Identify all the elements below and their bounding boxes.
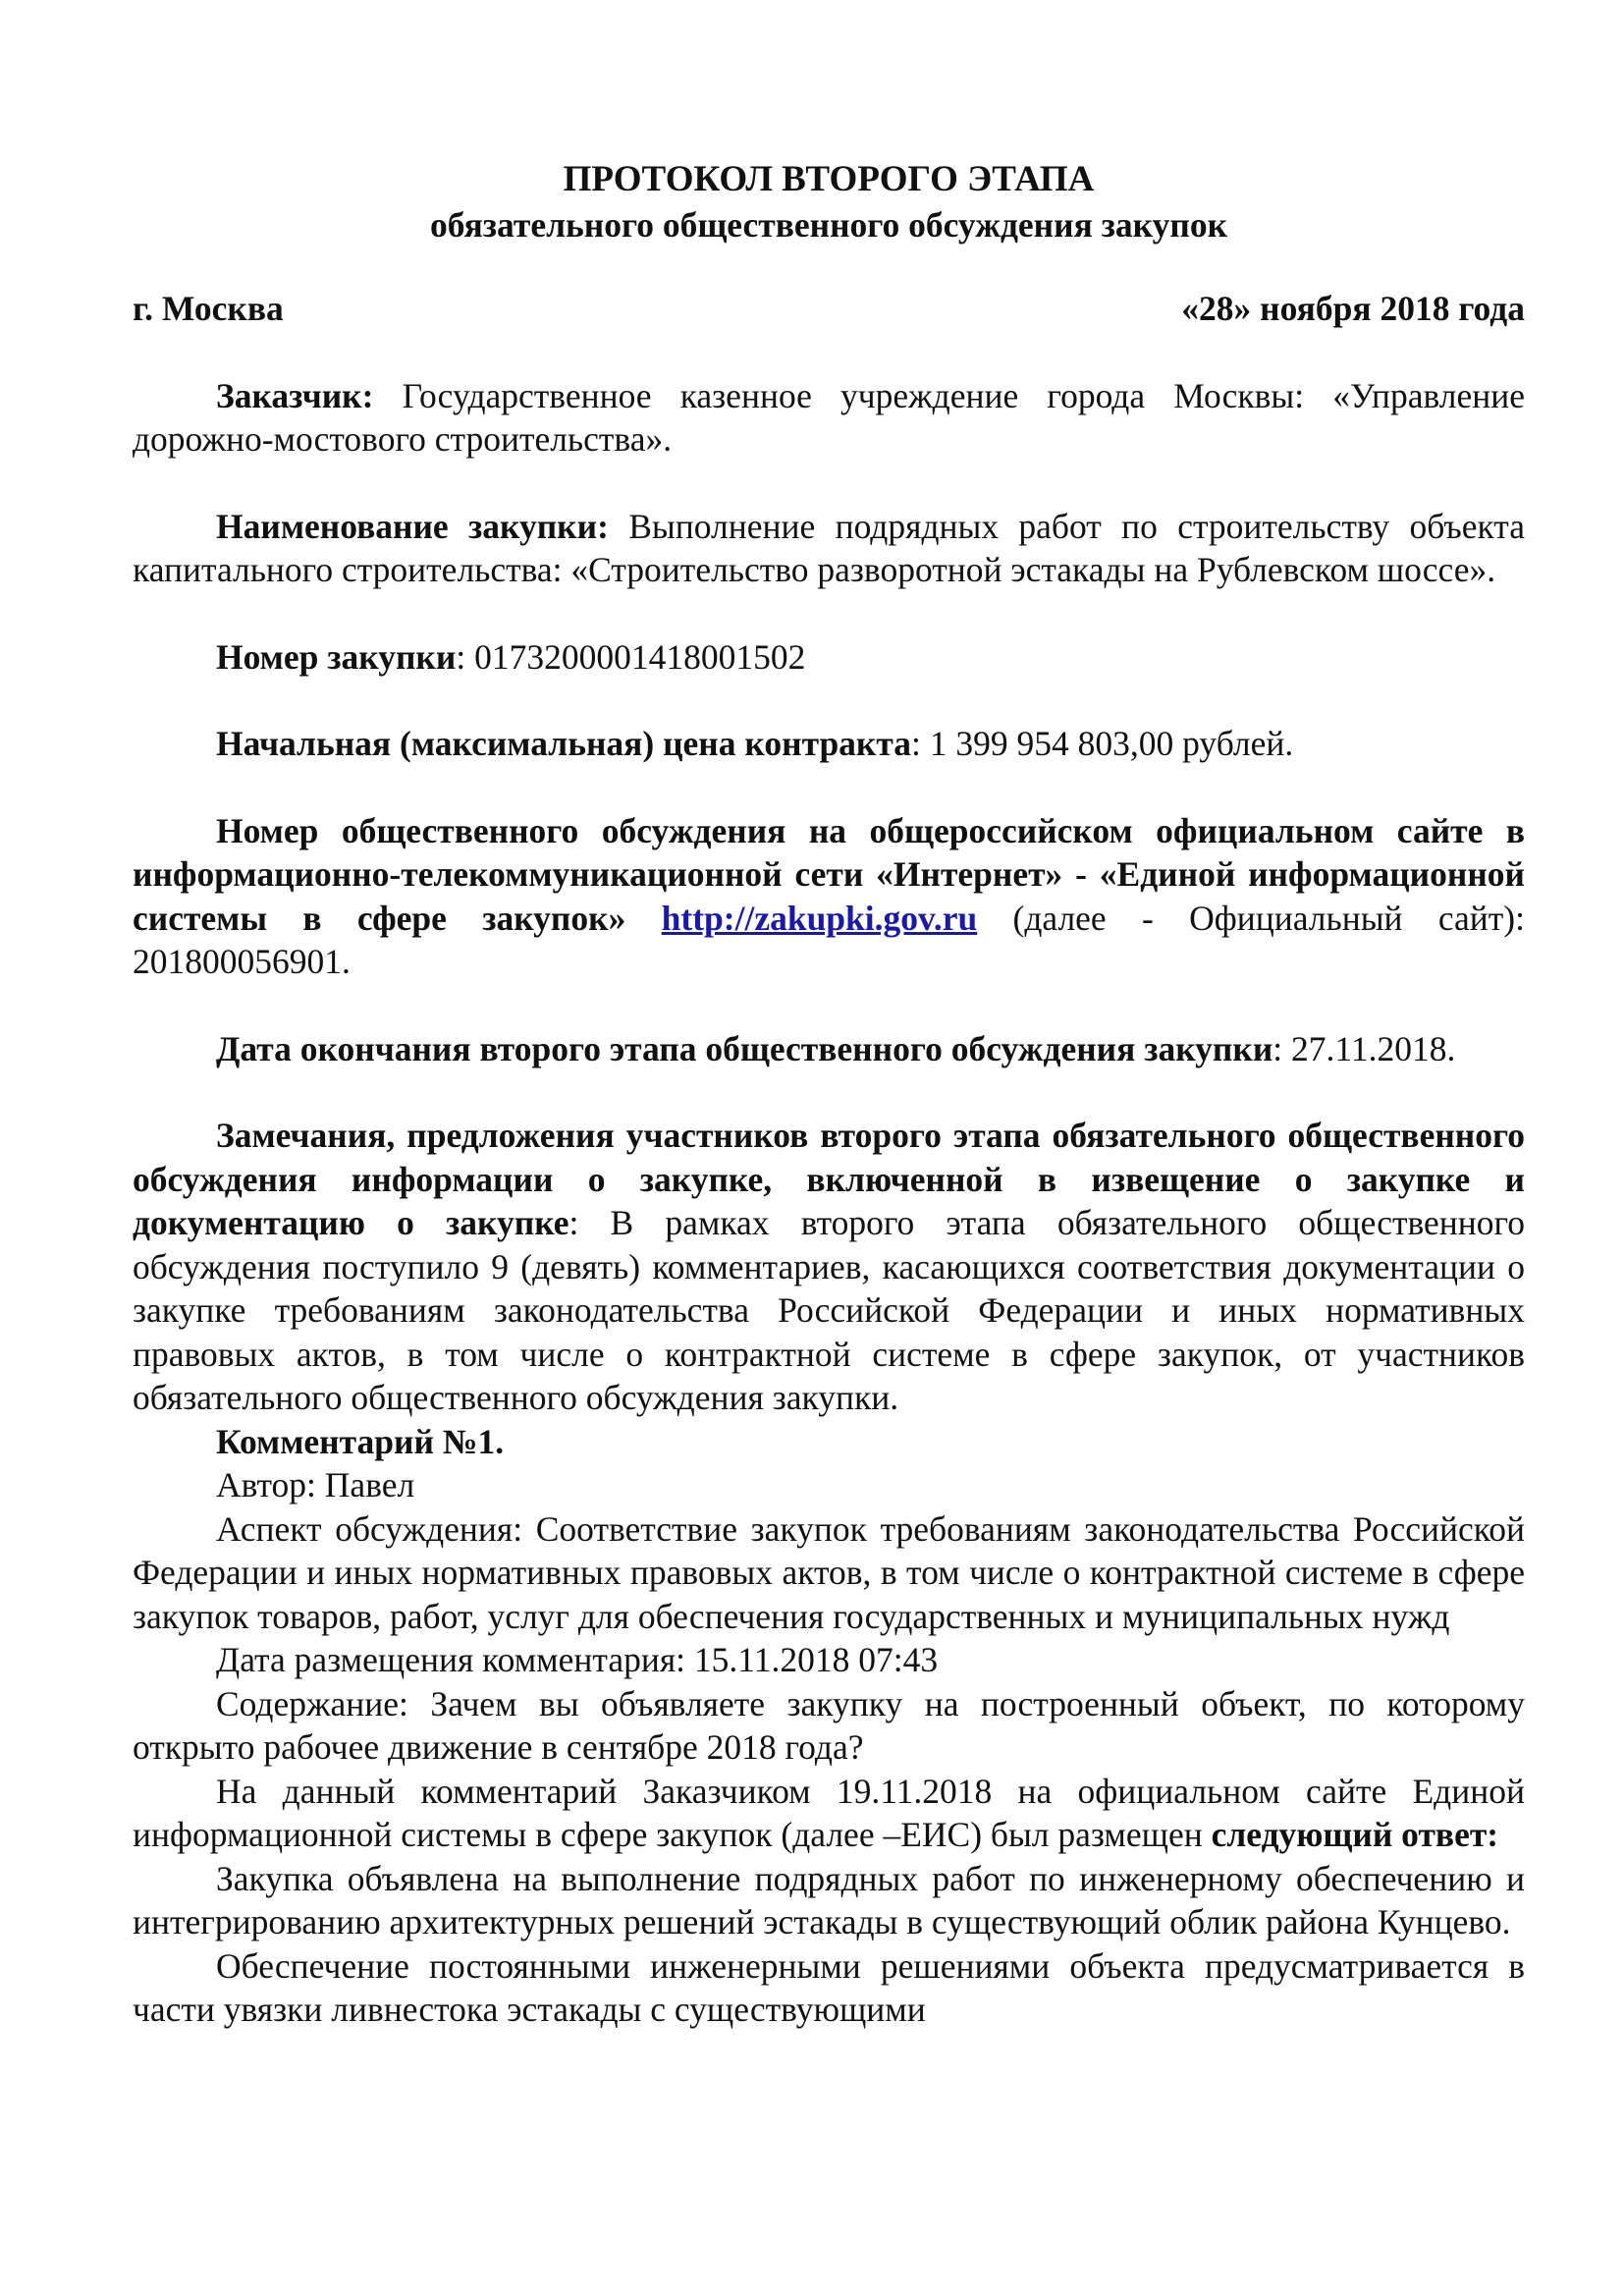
comment1-answer-p2: Обеспечение постоянными инженерными решениями объекта предусматривается в части увязки ливнестока эстакады с существующими xyxy=(133,1945,1525,2029)
price-paragraph xyxy=(133,722,1525,766)
comment1-heading: Комментарий №1. xyxy=(216,1421,505,1461)
remarks-label: Замечания, предложения участников второго этапа обязательного общественного обсуждения информации о закупке, включенной в извещение о закупке и документацию о закупке xyxy=(133,1116,1525,1242)
purchase-number-paragraph xyxy=(133,635,1525,680)
comment1-date: Дата размещения комментария: 15.11.2018 07:43 xyxy=(216,1640,939,1679)
document-page xyxy=(133,157,1525,2032)
purchase-name-text: Выполнение подрядных работ по строительству объекта капитального строительства: «Строительство разворотной эстакады на Рублевском шоссе». xyxy=(133,506,1525,589)
customer-text: Государственное казенное учреждение города Москвы: «Управление дорожно-мостового строительства». xyxy=(133,375,1525,459)
document-subtitle: обязательного общественного обсуждения закупок xyxy=(429,205,1228,245)
city: г. Москва xyxy=(133,289,284,328)
price-text: : 1 399 954 803,00 рублей. xyxy=(911,724,1294,763)
answer-label: следующий ответ: xyxy=(1211,1815,1499,1854)
discussion-number-text: (далее - Официальный сайт): 201800056901. xyxy=(133,898,1525,981)
discussion-number-label: Номер общественного обсуждения на общероссийском официальном сайте в информационно-телекоммуникационной сети «Интернет» - «Единой информационной системы в сфере закупок» xyxy=(133,810,1525,938)
purchase-number-text: : 0173200001418001502 xyxy=(456,636,806,677)
purchase-name-label: Наименование закупки: xyxy=(216,506,609,546)
remarks-text: : В рамках второго этапа обязательного общественного обсуждения поступило 9 (девять) комментариев, касающихся соответствия документации о закупке требованиям законодательства Российской Федерации и иных нормативных правовых актов, в том числе о контрактной системе в сфере закупок, от участников обязательного общественного обсуждения закупки. xyxy=(133,1203,1525,1417)
comment1-author: Автор: Павел xyxy=(216,1465,415,1504)
end-date-label: Дата окончания второго этапа общественного обсуждения закупки xyxy=(216,1028,1273,1068)
city-date-line xyxy=(133,287,1525,331)
purchase-name-paragraph xyxy=(133,505,1525,592)
purchase-number-label: Номер закупки xyxy=(216,636,457,677)
end-date-paragraph xyxy=(133,1027,1525,1071)
end-date-text: : 27.11.2018. xyxy=(1272,1028,1456,1068)
comment1-answer-p1: Закупка объявлена на выполнение подрядных работ по инженерному обеспечению и интегрированию архитектурных решений эстакады в существующий облик района Кунцево. xyxy=(133,1858,1525,1941)
comment1-answer-intro: На данный комментарий Заказчиком 19.11.2018 на официальном сайте Единой информационной системы в сфере закупок (далее –ЕИС) был размещен следующий ответ: xyxy=(133,1771,1525,1854)
zakupki-link[interactable]: http://zakupki.gov.ru xyxy=(661,898,978,938)
customer-paragraph xyxy=(133,374,1525,462)
price-label: Начальная (максимальная) цена контракта xyxy=(216,724,912,763)
customer-label: Заказчик: xyxy=(216,375,374,415)
comment1-aspect: Аспект обсуждения: Соответствие закупок требованиям законодательства Российской Федерации и иных нормативных правовых актов, в том числе о контрактной системе в сфере закупок товаров, работ, услуг для обеспечения государственных и муниципальных нужд xyxy=(133,1508,1525,1636)
discussion-number-paragraph xyxy=(133,809,1525,984)
comment1-content: Содержание: Зачем вы объявляете закупку на построенный объект, по которому открыто рабочее движение в сентябре 2018 года? xyxy=(133,1683,1525,1767)
document-title: ПРОТОКОЛ ВТОРОГО ЭТАПА xyxy=(563,159,1095,199)
document-date: «28» ноября 2018 года xyxy=(1181,289,1525,328)
remarks-paragraph xyxy=(133,1114,1525,1420)
